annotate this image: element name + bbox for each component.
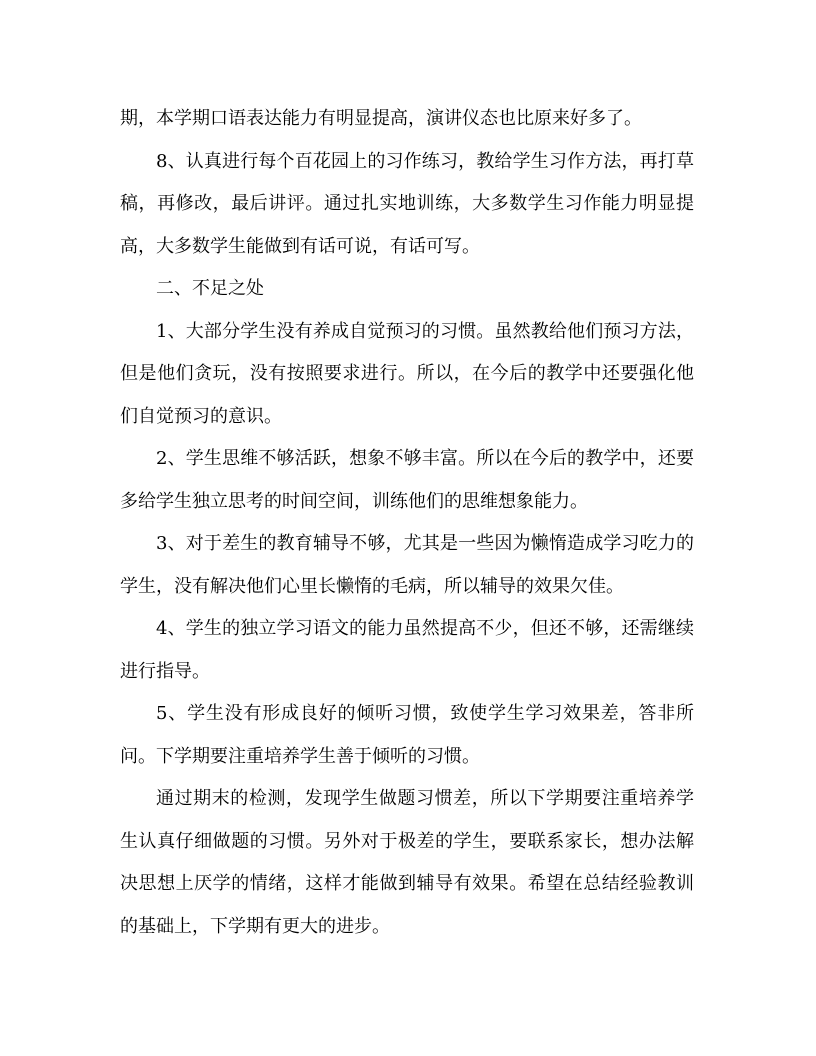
paragraph-conclusion: 通过期末的检测，发现学生做题习惯差，所以下学期要注重培养学生认真仔细做题的习惯。另外对于极差的学生，要联系家长，想办法解决思想上厌学的情绪，这样才能做到辅导有效果。希望在总结经验教训的基础上，下学期有更大的进步。 — [120, 788, 694, 937]
paragraph-shortcoming-5: 5、学生没有形成良好的倾听习惯，致使学生学习效果差，答非所问。下学期要注重培养学生善于倾听的习惯。 — [120, 703, 694, 767]
document-body — [120, 98, 694, 948]
section-heading-shortcomings: 二、不足之处 — [156, 278, 264, 299]
paragraph-shortcoming-4: 4、学生的独立学习语文的能力虽然提高不少，但还不够，还需继续进行指导。 — [120, 618, 694, 682]
paragraph-item-8: 8、认真进行每个百花园上的习作练习，教给学生习作方法，再打草稿，再修改，最后讲评。通过扎实地训练，大多数学生习作能力明显提高，大多数学生能做到有话可说，有话可写。 — [120, 150, 694, 257]
paragraph-shortcoming-1: 1、大部分学生没有养成自觉预习的习惯。虽然教给他们预习方法，但是他们贪玩，没有按照要求进行。所以，在今后的教学中还要强化他们自觉预习的意识。 — [120, 320, 694, 427]
paragraph-shortcoming-3: 3、对于差生的教育辅导不够，尤其是一些因为懒惰造成学习吃力的学生，没有解决他们心里长懒惰的毛病，所以辅导的效果欠佳。 — [120, 533, 694, 597]
continuation-paragraph: 期，本学期口语表达能力有明显提高，演讲仪态也比原来好多了。 — [120, 108, 642, 129]
paragraph-shortcoming-2: 2、学生思维不够活跃，想象不够丰富。所以在今后的教学中，还要多给学生独立思考的时间空间，训练他们的思维想象能力。 — [120, 448, 694, 512]
